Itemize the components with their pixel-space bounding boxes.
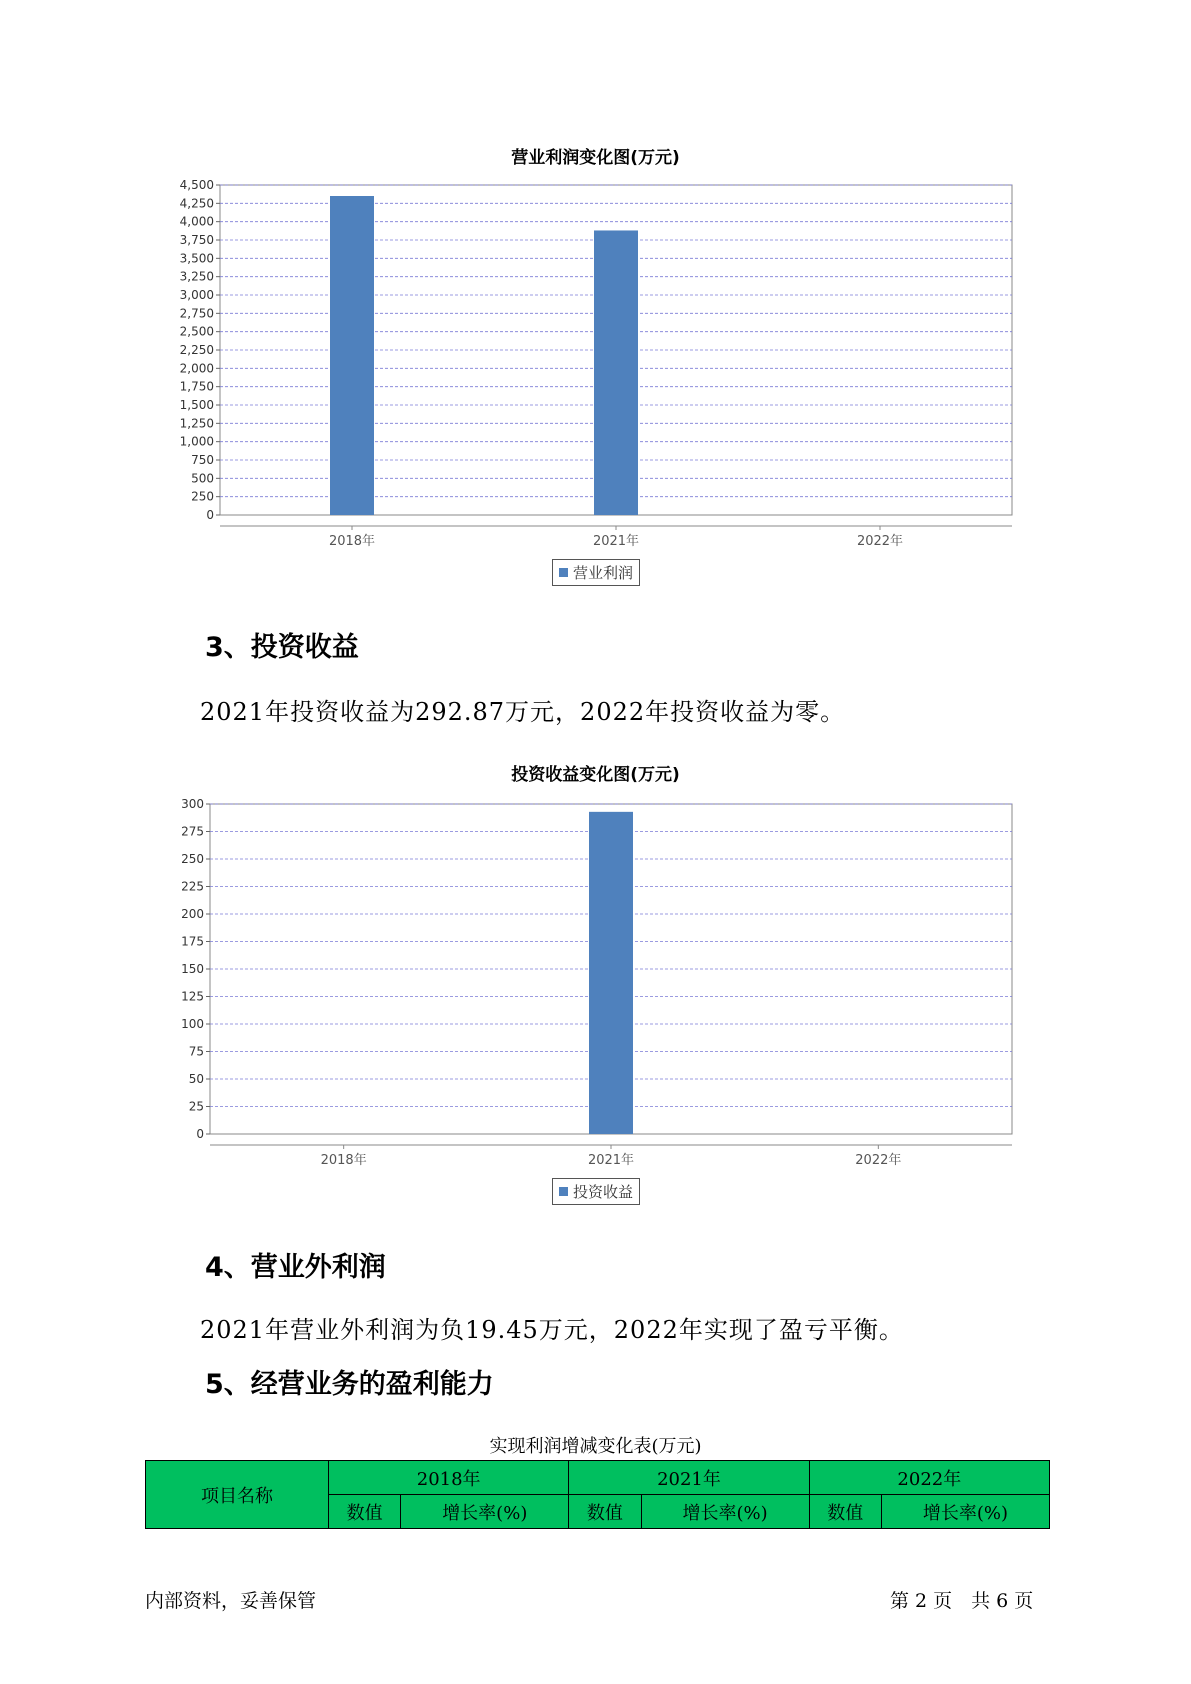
- profit-change-table: [145, 1460, 1050, 1529]
- y-tick-label: 2,750: [179, 306, 214, 321]
- section-5-heading: 5、经营业务的盈利能力: [205, 1369, 494, 1400]
- y-tick-label: 2,500: [179, 324, 214, 339]
- legend-swatch: [559, 1187, 568, 1196]
- y-tick-label: 2,000: [179, 361, 214, 376]
- bar: [589, 812, 633, 1134]
- y-tick-label: 150: [181, 962, 204, 976]
- item-name-header: 项目名称: [146, 1461, 329, 1529]
- y-tick-label: 0: [206, 508, 214, 522]
- section-4-text: 2021年营业外利润为负19.45万元，2022年实现了盈亏平衡。: [200, 1316, 904, 1344]
- y-tick-label: 500: [191, 471, 214, 486]
- y-tick-label: 175: [181, 934, 204, 949]
- y-tick-label: 3,750: [179, 233, 214, 247]
- x-tick-label: 2022年: [856, 534, 904, 549]
- y-tick-label: 125: [181, 989, 204, 1004]
- section-4-heading: 4、营业外利润: [205, 1252, 386, 1283]
- year-header-2021: 2021年: [569, 1461, 809, 1495]
- footer-page-number: [890, 1586, 1039, 1613]
- section-3-heading: 3、投资收益: [205, 632, 359, 663]
- table-header-row-1: [146, 1461, 1050, 1495]
- y-tick-label: 1,250: [179, 416, 214, 431]
- value-header: 数值: [809, 1495, 881, 1529]
- growth-header: 增长率(%): [401, 1495, 569, 1529]
- chart-title-investment-income: 投资收益变化图(万元): [511, 765, 680, 785]
- chart-title-operating-profit: 营业利润变化图(万元): [511, 148, 680, 168]
- x-tick-label: 2018年: [320, 1153, 367, 1168]
- page-total: 6: [996, 1590, 1009, 1612]
- y-tick-label: 75: [188, 1044, 204, 1059]
- page-mid: 页 共: [933, 1590, 991, 1612]
- y-tick-label: 750: [191, 453, 214, 467]
- legend-investment-income: [552, 1178, 640, 1205]
- y-tick-label: 200: [181, 907, 204, 921]
- y-tick-label: 250: [191, 489, 214, 504]
- legend-label: 营业利润: [573, 564, 634, 582]
- value-header: 数值: [569, 1495, 641, 1529]
- x-tick-label: 2021年: [587, 1153, 635, 1168]
- y-tick-label: 250: [181, 852, 204, 866]
- y-tick-label: 300: [181, 797, 204, 811]
- y-tick-label: 3,000: [179, 288, 214, 302]
- year-header-2018: 2018年: [329, 1461, 569, 1495]
- y-tick-label: 50: [188, 1072, 204, 1086]
- year-header-2022: 2022年: [809, 1461, 1049, 1495]
- x-tick-label: 2021年: [592, 534, 640, 549]
- y-tick-label: 3,250: [179, 269, 214, 284]
- y-tick-label: 275: [181, 824, 204, 839]
- page-prefix: 第: [890, 1590, 910, 1612]
- section-3-text: 2021年投资收益为292.87万元，2022年投资收益为零。: [200, 698, 846, 726]
- y-tick-label: 3,500: [179, 251, 214, 266]
- x-tick-label: 2018年: [328, 534, 376, 549]
- y-tick-label: 4,250: [179, 196, 214, 211]
- growth-header: 增长率(%): [641, 1495, 809, 1529]
- y-tick-label: 225: [181, 879, 204, 894]
- page-suffix: 页: [1014, 1590, 1034, 1612]
- y-tick-label: 1,000: [179, 434, 214, 449]
- x-tick-label: 2022年: [855, 1153, 902, 1168]
- y-tick-label: 25: [188, 1099, 204, 1114]
- value-header: 数值: [329, 1495, 401, 1529]
- y-tick-label: 0: [196, 1127, 204, 1141]
- y-tick-label: 100: [181, 1017, 204, 1031]
- table-caption: 实现利润增减变化表(万元): [489, 1436, 702, 1457]
- y-tick-label: 4,000: [179, 214, 214, 229]
- y-tick-label: 1,750: [179, 379, 214, 394]
- legend-label: 投资收益: [573, 1183, 634, 1201]
- y-tick-label: 2,250: [179, 343, 214, 357]
- y-tick-label: 4,500: [179, 178, 214, 192]
- footer-confidential-note: 内部资料，妥善保管: [145, 1590, 317, 1612]
- growth-header: 增长率(%): [881, 1495, 1049, 1529]
- y-tick-label: 1,500: [179, 398, 214, 412]
- page-current: 2: [915, 1590, 928, 1612]
